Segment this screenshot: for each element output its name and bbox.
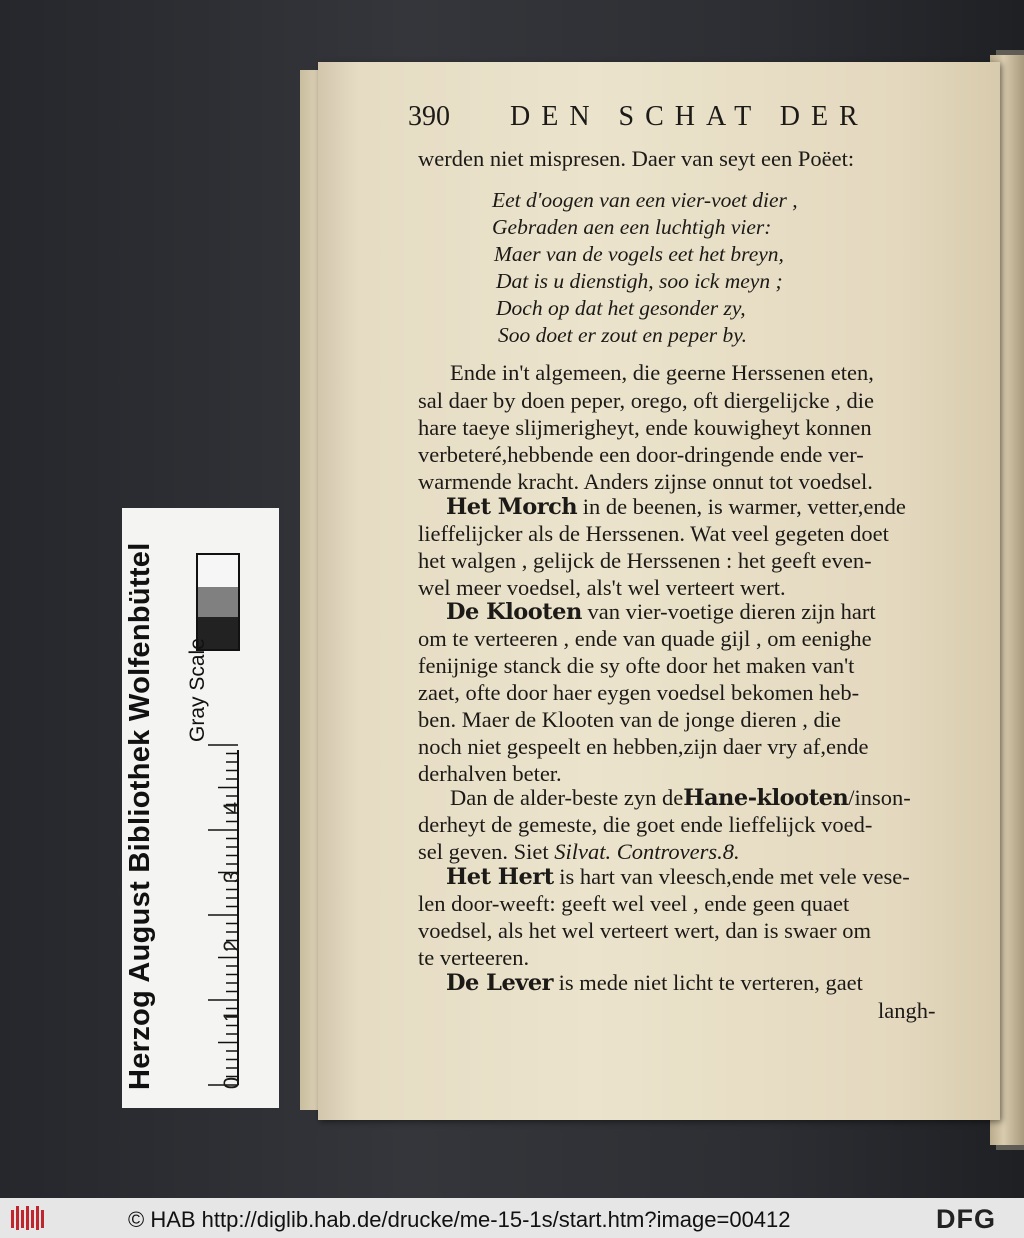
cm-ruler [176,740,246,1095]
text-line: voedsel, als het wel verteert wert, dan is swaer om [418,918,871,943]
poem-line: Maer van de vogels eet het breyn, [494,242,784,266]
white-swatch [196,553,240,587]
text-line: te verteeren. [418,945,530,970]
poem-intro: werden niet mispresen. Daer van seyt een Poëet: [418,146,855,171]
dfg-logo: DFG [936,1204,996,1234]
text-line: Het Hert is hart van vleesch,ende met vele vese- [446,864,910,890]
blackletter-heading: Het Morch [446,494,578,520]
gray-swatch [196,587,240,617]
ruler-number: 0 [219,1076,245,1090]
text-line: noch niet gespeelt en hebben,zijn daer vry af,ende [418,734,869,759]
ruler-number: 2 [219,939,245,953]
poem-line: Soo doet er zout en peper by. [498,323,747,347]
text-line: De Lever is mede niet licht te verteren, gaet [446,970,863,996]
library-name: Herzog August Bibliothek Wolfenbüttel [124,542,156,1090]
text-line: wel meer voedsel, als't wel verteert wert. [418,575,786,600]
text-line: het walgen , gelijck de Herssenen : het geeft even- [418,548,872,573]
text-line: derhalven beter. [418,761,562,786]
hab-logo-icon [10,1204,48,1232]
text-line: Dan de alder-beste zyn deHane-klooten/inson- [450,785,911,811]
text-line: sel geven. Siet Silvat. Controvers.8. [418,839,740,864]
text-line: zaet, ofte door haer eygen voedsel bekomen heb- [418,680,860,705]
catchword: langh- [878,998,936,1023]
blackletter-heading: De Klooten [446,599,582,625]
text-line: fenijnige stanck die sy ofte door het maken van't [418,653,855,678]
text-line: verbeteré,hebbende een door-dringende ende ver- [418,442,864,467]
ruler-number: 4 [219,801,245,815]
blackletter-heading: Het Hert [446,864,554,890]
blackletter-heading: Hane-klooten [683,785,849,811]
poem-line: Doch op dat het gesonder zy, [496,296,746,320]
text-line: sal daer by doen peper, orego, oft diergelijcke , die [418,388,875,413]
running-title: DEN SCHAT DER [510,101,869,132]
ruler-number: 1 [219,1009,245,1023]
blackletter-heading: De Lever [446,970,554,996]
ruler-number: 3 [219,870,245,884]
text-line: om te verteeren , ende van quade gijl , om eenighe [418,626,872,651]
text-line: derheyt de gemeste, die goet ende lieffelijck voed- [418,812,873,837]
text-line: Ende in't algemeen, die geerne Herssenen eten, [450,360,874,385]
text-line: lieffelijcker als de Herssenen. Wat veel gegeten doet [418,521,889,546]
text-line: hare taeye slijmerigheyt, ende kouwigheyt konnen [418,415,872,440]
poem-line: Gebraden aen een luchtigh vier: [492,215,772,239]
gray-scale-label: Gray Scale [186,638,209,742]
page-number: 390 [408,101,450,132]
text-line: warmende kracht. Anders zijnse onnut tot voedsel. [418,469,873,494]
citation: Silvat. Controvers.8. [554,839,740,864]
text-line: Het Morch in de beenen, is warmer, vetter,ende [446,494,906,520]
text-line: len door-weeft: geeft wel veel , ende geen quaet [418,891,850,916]
text-line: ben. Maer de Klooten van de jonge dieren , die [418,707,841,732]
poem-line: Eet d'oogen van een vier-voet dier , [492,188,798,212]
text-line: De Klooten van vier-voetige dieren zijn hart [446,599,876,625]
poem-line: Dat is u dienstigh, soo ick meyn ; [496,269,783,293]
footer-copyright-link[interactable]: © HAB http://diglib.hab.de/drucke/me-15-1s/start.htm?image=00412 [128,1207,791,1232]
